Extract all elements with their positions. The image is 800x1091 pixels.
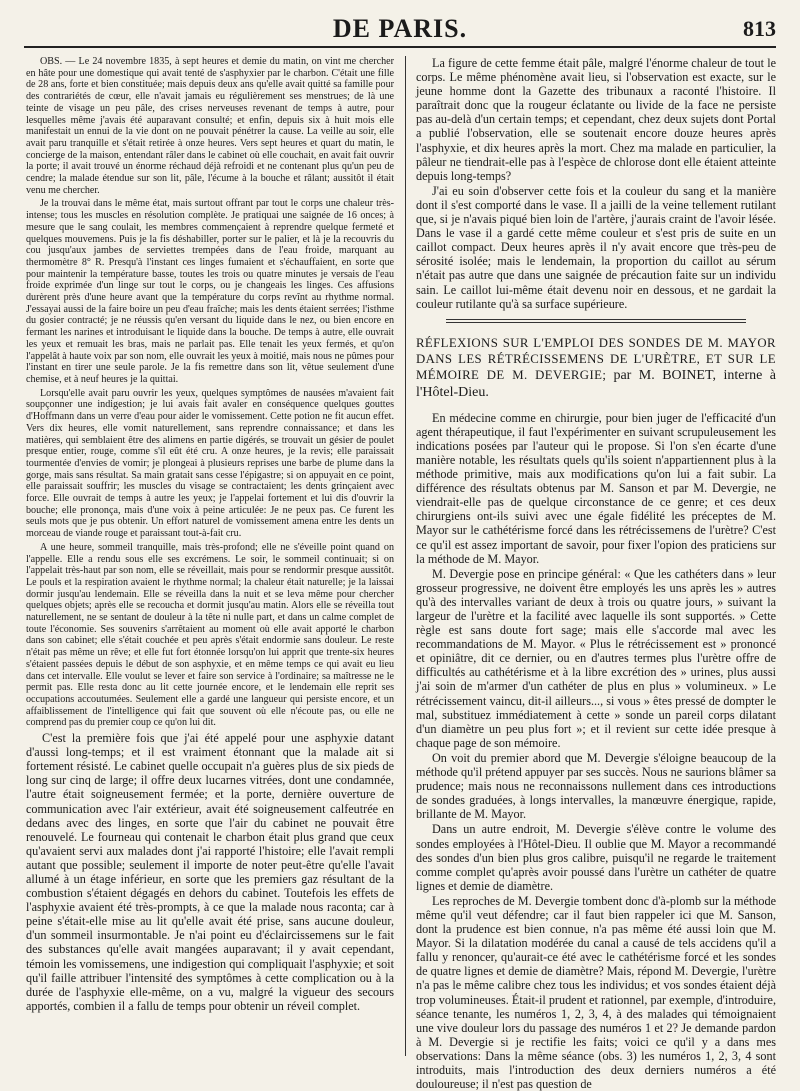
commentary-paragraph: C'est la première fois que j'ai été appelé pour une asphyxie datant d'aussi long-temps; et il est vraiment étonnant que la malade ait si fortement résisté. Le cabinet quelle occupait n'a guères plus de six pieds de long sur cinq de large; il offre deux lucarnes vitrées, dont une condamnée, l'autre était soigneusement fermée; et la porte, dernière ouverture de communication avec l'air extérieur, avait été soigneusement calfeutrée en dedans avec des linges, en sorte que l'air du cabinet ne pouvait être renouvelé. Le fourneau qui contenait le charbon était plus grand que ceux qu'avaient servi aux malades dont j'ai rapporté l'histoire; elle l'avait rempli autant que possible; seulement il importe de noter peut-être qu'elle l'avait allumé à un étage inférieur, en sorte que les premiers gaz résultant de la combustion s'étaient dégagés en dehors du cabinet. Toutefois les effets de l'asphyxie avaient été très-prompts, à ce que la malade nous raconta; car à peine s'était-elle mise au lit qu'elle avait été prise, sans aucune douleur, d'un sommeil insurmontable. Je n'ai point eu d'éclaircissemens sur le fait des substances qu'elle avait mangées auparavant; il y avait cependant, témoin les vomissemens, une indigestion qui compliquait l'asphyxie; et soit qu'il faille attribuer l'intensité des symptômes à cette complication ou à la durée de l'asphyxie elle-même, on a vu, malgré la vigueur des secours apportés, combien il a fallu de temps pour obtenir un réveil complet. (26, 731, 394, 1013)
masthead (24, 10, 776, 48)
obs-paragraph-1: OBS. — Le 24 novembre 1835, à sept heures et demie du matin, on vint me chercher en hâte pour une domestique qui avait tenté de s'asphyxier par le charbon. C'était une fille de 28 ans, forte et bien constituée; mais depuis deux ans qu'elle avait quitté sa famille pour des contrariétés de cœur, elle n'avait jamais eu régulièrement ses menstrues; de là une teinte de visage un peu pâle, des crises nerveuses revenant de temps à autre, pour lesquelles même j'avais été auparavant consulté; et enfin, depuis six à huit mois elle manifestait un ennui de la vie dont on ne pouvait pénétrer la cause. La veille au soir, elle avait paru tranquille et s'était retirée à onze heures. Vers sept heures et quart du matin, le concierge de la maison, entendant râler dans le cabinet où elle couchait, en avait fait ouvrir la porte; il avait trouvé un énorme réchaud déjà refroidi et ne contenant plus qu'un peu de cendre; la malade étendue sur son lit, pâle, l'écume à la bouche et râlant; aussitôt il était venu me chercher. (26, 56, 394, 196)
article-heading-caps: RÉFLEXIONS SUR L'EMPLOI DES SONDES DE M. MAYOR DANS LES RÉTRÉCISSEMENS DE L'URÈTRE, ET SUR LE MÉMOIRE DE M. DEVERGIE; (416, 335, 776, 382)
column-divider (405, 56, 406, 1056)
article-paragraph-1: En médecine comme en chirurgie, pour bien juger de l'efficacité d'un agent thérapeutique, il faut l'expérimenter en suivant scrupuleusement les indications posées par l'auteur qui le propose. Si l'on s'en écarte d'une manière notable, les résultats quels qu'ils soient n'appartiennent plus à la méthode primitive, mais aux modifications qu'on lui a fait subir. La différence des résultats obtenus par M. Sanson et par M. Devergie, ne viendrait-elle pas de quelque circonstance de ce genre; et ces deux chirurgiens ont-ils suivi avec une égale fidélité les préceptes de M. Mayor sur le cathétérisme forcé dans les rétrécissemens de l'urètre? C'est ce qu'il est assez important de savoir, pour fixer l'opion des praticiens sur la méthode de M. Mayor. (416, 410, 776, 566)
observation-block (26, 56, 394, 729)
page-number: 813 (743, 16, 776, 41)
commentary-block (26, 731, 394, 1013)
section-divider (446, 319, 746, 323)
article-author: par M. BOINET, interne à l'Hôtel-Dieu. (416, 367, 776, 400)
article-paragraph-3: On voit du premier abord que M. Devergie s'éloigne beaucoup de la méthode qu'il prétend appuyer par ses succès. Nous ne saurions blâmer sa prudence; mais nous ne reconnaissons nullement dans ces introductions de sondes graduées, à longs intervalles, la manœuvre énergique, rapide, brillante de M. Mayor. (416, 750, 776, 822)
article-paragraph-4: Dans un autre endroit, M. Devergie s'élève contre le volume des sondes employées à l'Hôtel-Dieu. Il oublie que M. Mayor a recommandé des sondes d'un bien plus gros calibre, puisqu'il ne regarde le traitement comme complet qu'après avoir poussé dans l'urètre un cathéter de quatre lignes et demie de diamètre. (416, 822, 776, 893)
article-paragraph-5: Les reproches de M. Devergie tombent donc d'à-plomb sur la méthode même qu'il veut défendre; car il faut bien rappeler ici que M. Sanson, dont la prudence est bien connue, n'a pas même été aussi loin que M. Mayor. Si la dilatation modérée du canal a causé de tels accidens qu'il a fallu y renoncer, qu'aurait-ce été avec le cathétérisme forcé et les sondes de quatre lignes et demie de diamètre? Mais, répond M. Devergie, l'urètre n'a pas le même calibre chez tous les individus; et vos sondes étaient déjà trop volumineuses. Était-il prudent et rationnel, par exemple, d'introduire, séance tenante, les numéros 1, 2, 3, 4, à des malades qui témoignaient une vive douleur lors du passage des numéros 1 et 2? Je demande pardon à M. Devergie si je rectifie les faits; voici ce qu'il y a dans mes observations: Dans la même séance (obs. 3) les numéros 1, 2, 3, 4 sont introduits, mais l'introduction des deux derniers numéros a été douloureuse; il n'est pas question de (416, 893, 776, 1091)
right-column (416, 56, 776, 1091)
page-title: DE PARIS. (332, 14, 468, 43)
continuation-paragraph-1: La figure de cette femme était pâle, malgré l'énorme chaleur de tout le corps. Le même phénomène avait lieu, si l'observation est exacte, sur le jeune homme dont la Gazette des tribunaux a raconté l'histoire. Il paraîtrait donc que la rougeur éclatante ou livide de la face ne persiste pas au-delà d'un certain temps; et cependant, chez deux sujets dont Portal a publié l'observation, elle se soutenait encore douze heures après l'asphyxie, et dix heures après la mort. Chez ma malade en particulier, la pâleur ne tiendrait-elle pas à l'espèce de chlorose dont elle étaient atteinte depuis long-temps? (416, 56, 776, 183)
left-column (26, 56, 394, 1060)
obs-paragraph-2: Je la trouvai dans le même état, mais surtout offrant par tout le corps une chaleur très-intense; tous les muscles en résolution complète. Je pratiquai une saignée de 16 onces; à mesure que le sang coulait, les membres commençaient à reprendre quelque fermeté et quelques mouvemens. Puis je la fis déshabiller, porter sur le palier, et là je la recouvris du cou jusqu'aux jambes de serviettes trempées dans de l'eau froide, marquant au thermomètre 8° R. Presqu'à l'instant ces linges fumaient et s'échauffaient, en sorte que pour maintenir la température basse, toutes les trois ou quatre minutes je versais de l'eau froide exprimée d'un linge sur tout le corps, ou je changeais les linges. Ces affusions durèrent près d'une heure avant que la température du corps revînt au rhythme normal. J'essayai aussi de la faire boire un peu d'eau fraîche; mais les dents étaient serrées; l'isthme du gosier contracté; je ne réussis qu'en versant du liquide dans le nez, ou bien encore en fermant les narines et introduisant le liquide dans la bouche. De temps à autre, elle ouvrait les yeux et remuait les bras, mais ne parlait pas. Elle tenait les yeux fermés, et qu'on l'appelât à haute voix par son nom, elle ouvrait les yeux à moitié, mais nous ne pûmes pour l'instant en tirer une seule parole. Je la fis remettre dans son lit, vêtue seulement d'une chemise, et à neuf heures je la quittai. (26, 198, 394, 385)
article-heading (416, 335, 776, 401)
obs-paragraph-4: A une heure, sommeil tranquille, mais très-profond; elle ne s'éveille point quand on l'appelle. Elle a rendu sous elle ses excrémens. Le soir, le sommeil continuait; si on l'appelait très-haut par son nom, elle se réveillait, mais pour se rendormir presque aussitôt. Le pouls et la respiration avaient le rhythme normal; la chaleur était naturelle; je la laissai dormir jusqu'au lendemain. Elle se réveilla dans la nuit et se leva même pour chercher quelques objets; après elle se recoucha et dormit jusqu'au matin. Alors elle se réveilla tout naturellement, ne se sentant de douleur à la tête ni nulle part, et dans un calme complet de toute l'économie. Ses souvenirs s'arrêtaient au moment où elle avait apporté le charbon dans son cabinet; elle s'était couchée et peu après s'était endormie sans douleur. Le reste n'était pas même un rêve; et elle fut fort étonnée lorsqu'on lui apprit que trente-six heures s'étaient passées depuis le début de son asphyxie, et en même temps ce qui avait eu lieu dans cet intervalle. Elle voulut se lever et faire son service à l'ordinaire; sa maîtresse ne le permit pas. Elle resta donc au lit cette journée encore, et le lendemain elle reprit ses occupations accoutumées. Seulement elle a gardé une langueur qui persiste encore, et un affaiblissement de l'intelligence qui fait que souvent où elle n'écoute pas, ou elle ne comprend pas du premier coup ce qu'on lui dit. (26, 541, 394, 729)
article-paragraph-2: M. Devergie pose en principe général: « Que les cathéters dans » leur grosseur progressive, ne doivent être employés les uns après les » autres qu'à des intervalles variant de deux à trois ou quatre jours, » suivant la largeur de l'urètre et la facilité avec laquelle ils sont supportés. » Cette règle est sans doute fort sage; mais elle s'accorde mal avec les recommandations de M. Mayor. « Plus le rétrécissement est » prononcé et opiniâtre, dit ce dernier, ou en d'autres termes plus l'urètre offre de difficultés au cathétérisme et à la libre excrétion des » urines, plus aussi j'ai soin de m'armer d'un cathéter de plus en plus » volumineux. » Le rétrécissement vaincu, dit-il ailleurs..., si vous » êtes pressé de dompter le mal, substituez immédiatement à cette » sonde un pareil corps dilatant d'un diamètre un peu plus fort »; et il revient sur cette idée presque à chaque page de son mémoire. (416, 566, 776, 750)
obs-paragraph-3: Lorsqu'elle avait paru ouvrir les yeux, quelques symptômes de nausées m'avaient fait soupçonner une indigestion; je lui avais fait avaler en conséquence quelques gouttes d'Hoffmann dans un verre d'eau pour aider le vomissement. Cette potion ne fit aucun effet. Vers dix heures, elle vomit naturellement, sans reprendre connaissance; et dans les matières, qui semblaient être des alimens en partie digérés, se trouvait un gésier de poulet presque entier, rouge, comme s'il eût été cru. A onze heures, je la revis; elle paraissait tourmentée d'envies de vomir; je plongeai à plusieurs reprises une barbe de plume dans la gorge, mais sans résultat. Sa main gratait sans cesse l'épigastre; si on appuyait en ce point, elle paraissait souffrir; les muscles du visage se contractaient; les dents grinçaient avec force. Elle ouvrait de temps à autre les yeux; je l'appelai fortement et lui dis d'ouvrir la bouche; elle prononça, mais d'une voix à peine articulée: Je ne peux pas. Ce furent les seuls mots que je pus obtenir. Un effort naturel de vomissement amena entre les dents un morceau de viande rouge et paraissant tout-à-fait cru. (26, 387, 394, 540)
continuation-paragraph-2: J'ai eu soin d'observer cette fois et la couleur du sang et la manière dont il s'est comporté dans le vase. Il a jailli de la veine tellement rutilant que, si je n'avais piqué bien loin de l'artère, j'aurais craint de l'avoir lésée. Dans le vase il a gardé cette même couleur et s'est pris de suite en un caillot compact. Deux heures après il n'y avait encore que très-peu de sérosité isolée; mais le lendemain, la proportion du caillot au sérum n'était pas autre que dans une saignée de précaution faite sur un individu sain. Le caillot lui-même était devenu noir en dessous, et ne gardait la couleur rutilante qu'à sa surface supérieure. (416, 183, 776, 311)
